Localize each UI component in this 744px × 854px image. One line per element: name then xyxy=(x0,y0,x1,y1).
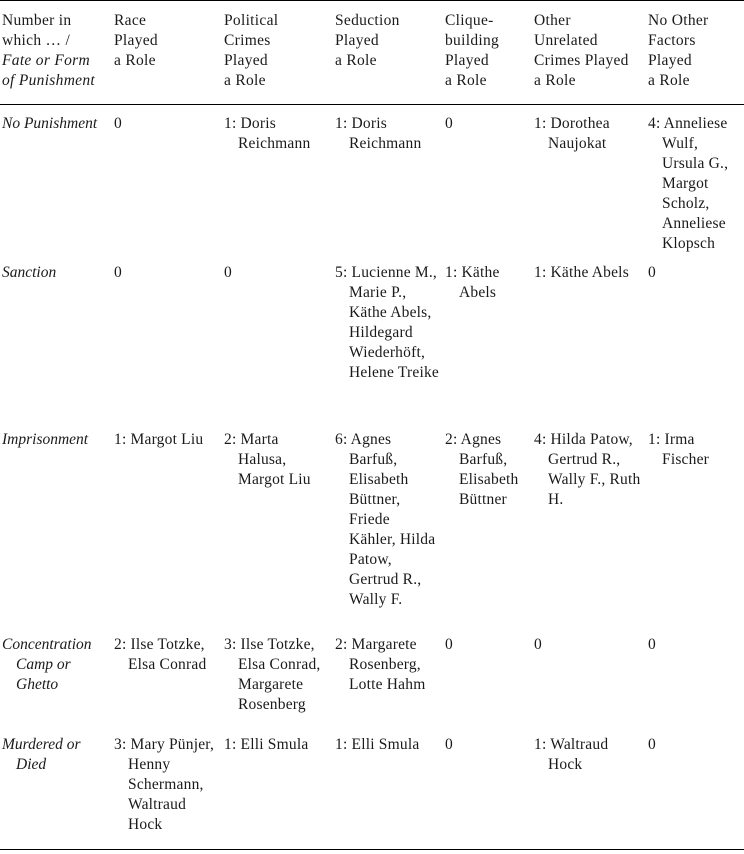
cell-text: 0 xyxy=(114,115,122,132)
header-line: Race xyxy=(114,12,147,29)
row-label-cell xyxy=(0,105,112,254)
table-cell xyxy=(112,105,222,254)
table-body xyxy=(0,104,744,849)
header-line: Played xyxy=(224,52,268,69)
header-corner-line: Number in xyxy=(2,12,72,29)
table-cell xyxy=(532,105,646,254)
table-row xyxy=(0,726,744,849)
cell-text: 1: Käthe Abels xyxy=(445,264,500,301)
table-row xyxy=(0,421,744,626)
punishment-table xyxy=(0,1,744,849)
table-cell xyxy=(443,626,532,726)
row-label: Imprisonment xyxy=(2,431,89,448)
cell-text: 4: Anneliese Wulf, Ursula G., Margot Scholz, Anneliese Klopsch xyxy=(648,115,729,252)
row-label: No Punishment xyxy=(2,115,98,132)
header-line: Seduction xyxy=(335,12,400,29)
cell-text: 0 xyxy=(445,115,453,132)
header-other-unrelated-crimes xyxy=(532,1,646,104)
header-line: No Other xyxy=(648,12,709,29)
row-label: Murdered or Died xyxy=(2,736,81,773)
header-line: a Role xyxy=(534,72,576,89)
table-cell xyxy=(443,726,532,849)
header-no-other-factors xyxy=(646,1,744,104)
table-cell xyxy=(333,254,443,421)
cell-text: 2: Margarete Rosenberg, Lotte Hahm xyxy=(335,636,426,693)
table-cell xyxy=(222,626,333,726)
row-label-cell xyxy=(0,421,112,626)
header-line: Crimes xyxy=(224,32,271,49)
table-row xyxy=(0,254,744,421)
table-cell xyxy=(112,421,222,626)
cell-text: 0 xyxy=(114,264,122,281)
cell-text: 1: Waltraud Hock xyxy=(534,736,609,773)
header-line: a Role xyxy=(445,72,487,89)
header-corner-line: which … / xyxy=(2,32,71,49)
cell-text: 1: Doris Reichmann xyxy=(224,115,311,152)
header-line: Played xyxy=(335,32,379,49)
header-line: a Role xyxy=(224,72,266,89)
table-cell xyxy=(646,626,744,726)
table-cell xyxy=(646,421,744,626)
header-line: a Role xyxy=(114,52,156,69)
table-cell xyxy=(222,726,333,849)
table-cell xyxy=(333,726,443,849)
cell-text: 1: Elli Smula xyxy=(335,736,420,753)
header-clique-building xyxy=(443,1,532,104)
table-cell xyxy=(532,726,646,849)
table-header xyxy=(0,1,744,104)
header-line: a Role xyxy=(648,72,690,89)
table-cell xyxy=(222,254,333,421)
header-line: Played xyxy=(648,52,692,69)
table-cell xyxy=(333,421,443,626)
table-cell xyxy=(443,105,532,254)
cell-text: 0 xyxy=(648,636,656,653)
table-cell xyxy=(222,421,333,626)
header-seduction xyxy=(333,1,443,104)
cell-text: 3: Ilse Totzke, Elsa Conrad, Margarete Rosenberg xyxy=(224,636,321,713)
header-line: Played xyxy=(114,32,158,49)
header-corner-cell xyxy=(0,1,112,104)
header-line: Political xyxy=(224,12,279,29)
cell-text: 4: Hilda Patow, Gertrud R., Wally F., Ruth H. xyxy=(534,431,641,508)
table-cell xyxy=(532,421,646,626)
header-political-crimes xyxy=(222,1,333,104)
header-line: Other xyxy=(534,12,571,29)
cell-text: 1: Dorothea Naujokat xyxy=(534,115,610,152)
cell-text: 0 xyxy=(648,264,656,281)
cell-text: 0 xyxy=(648,736,656,753)
row-label: Sanction xyxy=(2,264,57,281)
row-label-cell xyxy=(0,254,112,421)
header-line: Unrelated xyxy=(534,32,598,49)
table-cell xyxy=(532,254,646,421)
cell-text: 1: Elli Smula xyxy=(224,736,309,753)
cell-text: 1: Doris Reichmann xyxy=(335,115,422,152)
table-cell xyxy=(443,421,532,626)
header-race xyxy=(112,1,222,104)
header-line: Crimes Played xyxy=(534,52,629,69)
header-line: building xyxy=(445,32,500,49)
row-label-cell xyxy=(0,726,112,849)
table-cell xyxy=(112,254,222,421)
table-cell xyxy=(112,726,222,849)
table-cell xyxy=(333,105,443,254)
table-row xyxy=(0,105,744,254)
header-line: Clique- xyxy=(445,12,494,29)
cell-text: 0 xyxy=(445,736,453,753)
header-line: a Role xyxy=(335,52,377,69)
table-cell xyxy=(333,626,443,726)
table-cell xyxy=(646,254,744,421)
cell-text: 6: Agnes Barfuß, Elisabeth Büttner, Friede Kähler, Hilda Patow, Gertrud R., Wally F. xyxy=(335,431,436,608)
row-label-cell xyxy=(0,626,112,726)
header-line: Played xyxy=(445,52,489,69)
table-cell xyxy=(646,105,744,254)
table-cell xyxy=(443,254,532,421)
cell-text: 5: Lucienne M., Marie P., Käthe Abels, Hildegard Wiederhöft, Helene Treike xyxy=(335,264,439,381)
table-cell xyxy=(532,626,646,726)
table-cell xyxy=(112,626,222,726)
cell-text: 2: Agnes Barfuß, Elisabeth Büttner xyxy=(445,431,519,508)
header-line: Factors xyxy=(648,32,696,49)
cell-text: 1: Margot Liu xyxy=(114,431,204,448)
cell-text: 0 xyxy=(224,264,232,281)
table-bottom-rule xyxy=(0,849,744,850)
header-corner-line: Fate or Form xyxy=(2,52,90,69)
cell-text: 2: Ilse Totzke, Elsa Conrad xyxy=(114,636,207,673)
header-row xyxy=(0,1,744,104)
cell-text: 1: Käthe Abels xyxy=(534,264,629,281)
cell-text: 2: Marta Halusa, Margot Liu xyxy=(224,431,311,488)
cell-text: 1: Irma Fischer xyxy=(648,431,710,468)
table-cell xyxy=(222,105,333,254)
cell-text: 0 xyxy=(445,636,453,653)
table-row xyxy=(0,626,744,726)
header-corner-line: of Punishment xyxy=(2,72,96,89)
cell-text: 0 xyxy=(534,636,542,653)
table-cell xyxy=(646,726,744,849)
row-label: Concentration Camp or Ghetto xyxy=(2,636,92,693)
cell-text: 3: Mary Pünjer, Henny Schermann, Waltraud Hock xyxy=(114,736,215,833)
